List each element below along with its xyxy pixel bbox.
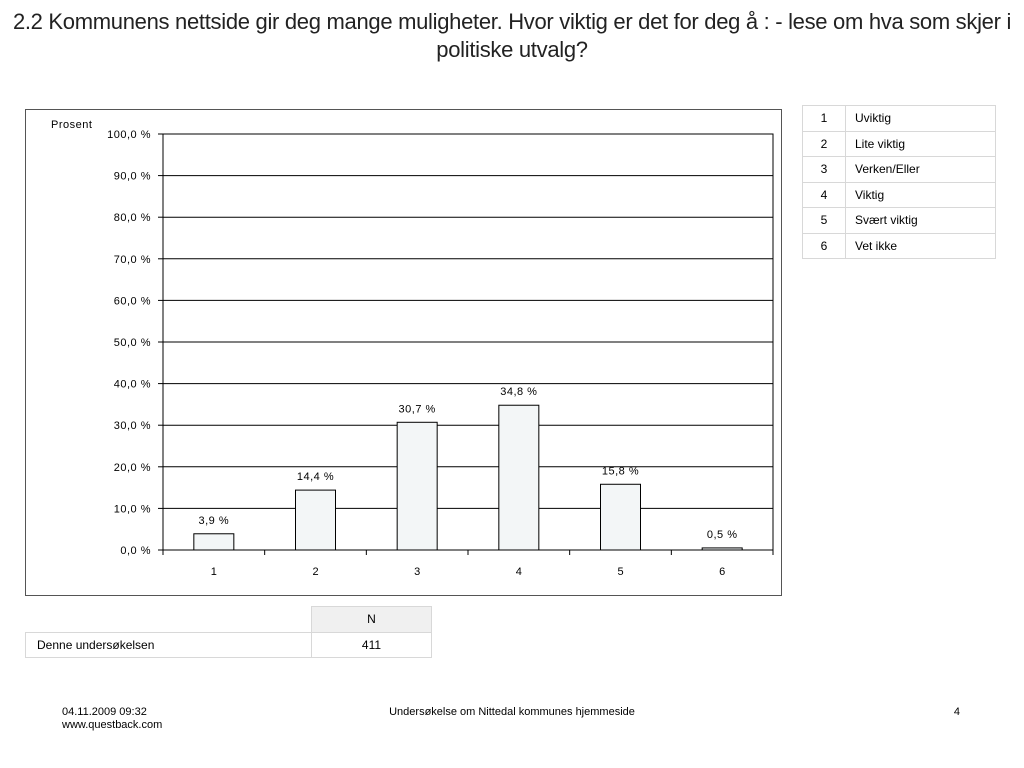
chart-canvas <box>26 110 783 597</box>
x-tick-label: 1 <box>210 566 217 578</box>
x-tick-label: 5 <box>617 566 624 578</box>
footer-meta <box>62 706 162 732</box>
page-number: 4 <box>953 706 960 718</box>
legend-num: 2 <box>803 131 846 157</box>
sample-size-table <box>25 606 432 658</box>
x-tick-label: 3 <box>414 566 421 578</box>
footer-date: 04.11.2009 09:32 <box>62 706 147 718</box>
n-header: N <box>312 607 432 633</box>
y-tick-label: 70,0 % <box>113 253 151 266</box>
y-tick-label: 100,0 % <box>107 129 151 141</box>
bar-chart <box>25 109 782 596</box>
n-value: 411 <box>312 632 432 658</box>
y-axis-label: Prosent <box>51 119 93 131</box>
legend-row <box>803 182 996 208</box>
y-tick-label: 80,0 % <box>113 212 151 225</box>
bar <box>194 534 234 550</box>
legend-label: Viktig <box>846 182 996 208</box>
legend-num: 1 <box>803 106 846 132</box>
legend-row <box>803 157 996 183</box>
data-label: 14,4 % <box>296 471 335 484</box>
legend-num: 6 <box>803 233 846 259</box>
data-label: 34,8 % <box>500 386 538 399</box>
bar <box>397 422 437 550</box>
data-label: 30,7 % <box>398 403 436 416</box>
y-tick-label: 60,0 % <box>113 295 151 308</box>
legend-label: Vet ikke <box>846 233 996 259</box>
bar <box>702 548 742 550</box>
legend-label: Verken/Eller <box>846 157 996 183</box>
data-label: 0,5 % <box>706 528 738 541</box>
y-tick-label: 90,0 % <box>113 170 151 183</box>
footer-site: www.questback.com <box>62 719 163 731</box>
y-tick-label: 30,0 % <box>113 420 151 433</box>
legend-label: Svært viktig <box>846 208 996 234</box>
y-tick-label: 40,0 % <box>113 378 151 391</box>
legend-row <box>803 233 996 259</box>
x-tick-label: 4 <box>515 566 522 578</box>
legend-row <box>803 208 996 234</box>
legend-row <box>803 131 996 157</box>
legend-row <box>803 106 996 132</box>
y-tick-label: 50,0 % <box>113 337 151 349</box>
footer-survey-title: Undersøkelse om Nittedal kommunes hjemmeside <box>389 706 635 718</box>
x-tick-label: 2 <box>312 566 319 578</box>
legend-num: 4 <box>803 182 846 208</box>
legend-num: 5 <box>803 208 846 234</box>
data-label: 3,9 % <box>198 514 230 527</box>
table-corner <box>26 607 312 633</box>
x-tick-label: 6 <box>719 566 726 578</box>
legend-num: 3 <box>803 157 846 183</box>
y-tick-label: 10,0 % <box>113 503 151 516</box>
page-title: 2.2 Kommunens nettside gir deg mange muligheter. Hvor viktig er det for deg å : - lese om hva som skjer i politiske utvalg? <box>12 9 1012 62</box>
bar <box>601 484 641 550</box>
y-tick-label: 0,0 % <box>120 545 151 557</box>
n-row-label: Denne undersøkelsen <box>26 632 312 658</box>
data-label: 15,8 % <box>601 465 640 478</box>
legend-table <box>802 105 996 259</box>
legend-label: Lite viktig <box>846 131 996 157</box>
y-tick-label: 20,0 % <box>113 461 151 474</box>
legend-label: Uviktig <box>846 106 996 132</box>
bar <box>296 490 336 550</box>
bar <box>499 405 539 550</box>
